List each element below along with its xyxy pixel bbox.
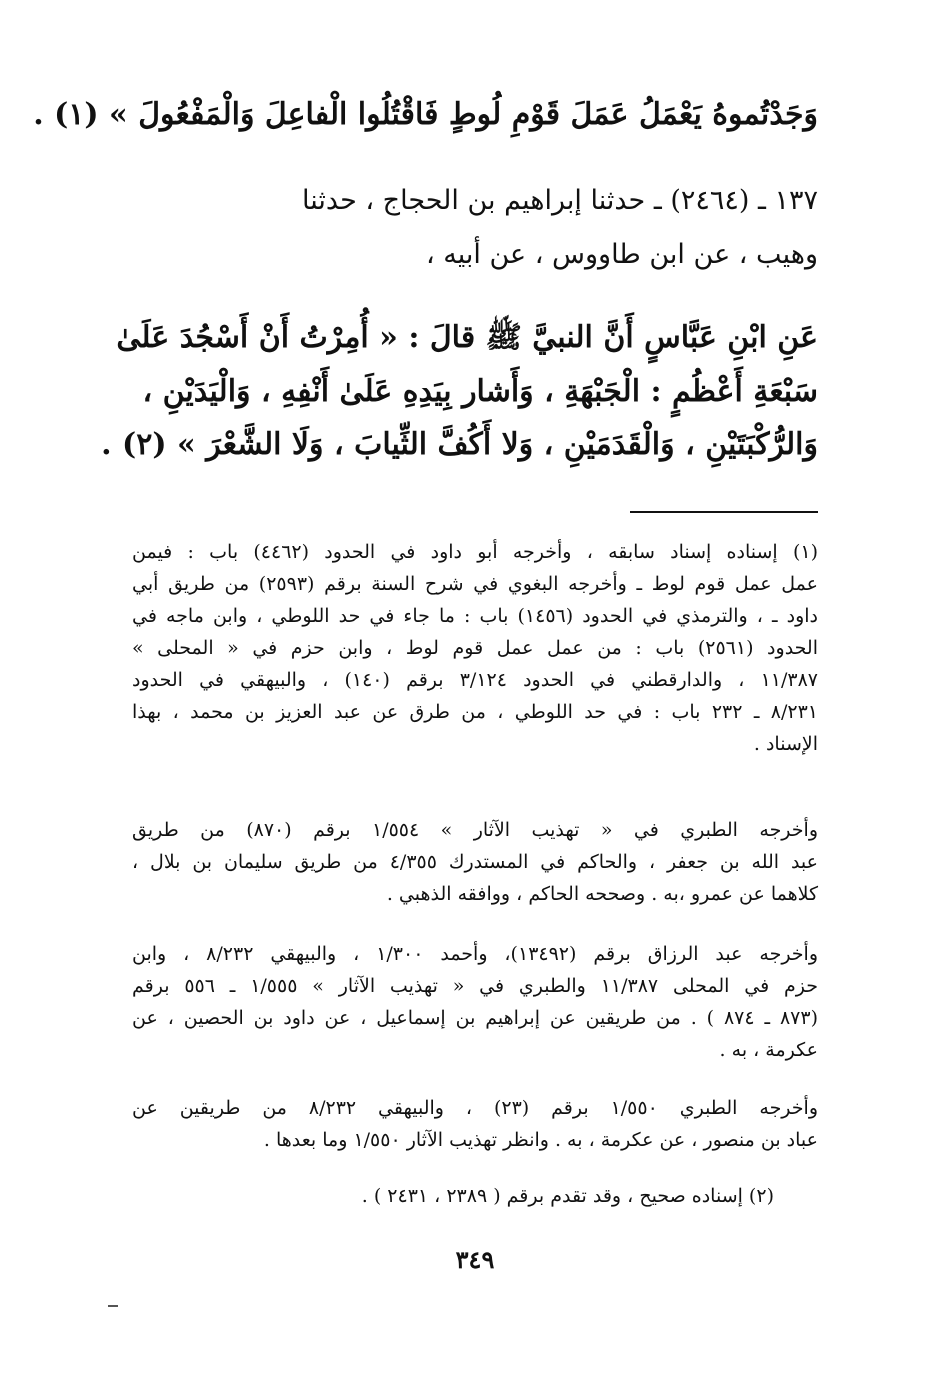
footnote-line: عمل عمل قوم لوط ـ وأخرجه البغوي في شرح السنة برقم (٢٥٩٣) من طريق أبي xyxy=(132,573,818,595)
hadith-matn-line: سَبْعَةِ أَعْظُمٍ : الْجَبْهَةِ ، وَأَشار بِيَدِهِ عَلَىٰ أَنْفِهِ ، وَالْيَدَيْنِ ، xyxy=(142,374,818,409)
footnote-line: وأخرجه الطبري ١/٥٥٠ برقم (٢٣) ، والبيهقي ٨/٢٣٢ من طريقين عن xyxy=(132,1097,818,1119)
footnote-line: عباد بن منصور ، عن عكرمة ، به . وانظر تهذيب الآثار ١/٥٥٠ وما بعدها . xyxy=(263,1129,818,1151)
footnote-1-paragraph-4 xyxy=(132,1092,818,1156)
footnote-line: ١١/٣٨٧ ، والدارقطني في الحدود ٣/١٢٤ برقم (١٤٠) ، والبيهقي في الحدود xyxy=(132,669,818,691)
footnote-line: (١) إسناده إسناد سابقه ، وأخرجه أبو داود في الحدود (٤٤٦٢) باب : فيمن xyxy=(132,541,818,563)
footnote-line: داود ـ ، والترمذي في الحدود (١٤٥٦) باب : ما جاء في حد اللوطي ، وابن ماجه في xyxy=(132,605,818,627)
footnote-line: عكرمة ، به . xyxy=(719,1039,818,1061)
footnote-line: (٢) إسناده صحيح ، وقد تقدم برقم ( ٢٣٨٩ ، ٢٤٣١ ) . xyxy=(361,1185,774,1207)
footnote-line: عبد الله بن جعفر ، والحاكم في المستدرك ٤/٣٥٥ من طريق سليمان بن بلال ، xyxy=(132,851,819,873)
footnote-line: الإسناد . xyxy=(753,733,818,755)
footnote-separator xyxy=(630,511,818,513)
hadith-matn-line: عَنِ ابْنِ عَبَّاسٍ أَنَّ النبيَّ ﷺ قالَ : « أُمِرْتُ أَنْ أَسْجُدَ عَلَىٰ xyxy=(116,320,818,355)
scan-speck xyxy=(108,1305,118,1307)
footnote-line: ٨/٢٣١ ـ ٢٣٢ باب : في حد اللوطي ، من طرق عن عبد العزيز بن محمد ، بهذا xyxy=(132,701,818,723)
previous-hadith-ending: وَجَدْتُموهُ يَعْمَلُ عَمَلَ قَوْمِ لُوطٍ فَاقْتُلُوا الْفاعِلَ وَالْمَفْعُولَ » (١) . xyxy=(33,97,818,132)
footnote-line: (٨٧٣ ـ ٨٧٤ ) . من طريقين عن إبراهيم بن إسماعيل ، عن داود بن الحصين ، عن xyxy=(132,1007,818,1029)
book-page xyxy=(33,0,819,1380)
footnote-line: حزم في المحلى ١١/٣٨٧ والطبري في « تهذيب الآثار » ١/٥٥٥ ـ ٥٥٦ برقم xyxy=(132,975,818,997)
footnote-1-paragraph-2 xyxy=(132,814,818,910)
hadith-isnad-line: وهيب ، عن ابن طاووس ، عن أبيه ، xyxy=(425,239,818,270)
hadith-matn-line: وَالرُّكْبَتَيْنِ ، وَالْقَدَمَيْنِ ، وَلا أَكُفَّ الثِّيابَ ، وَلَا الشَّعْرَ » (٢) . xyxy=(101,427,818,462)
footnote-1-paragraph-1 xyxy=(132,536,818,760)
footnote-1-paragraph-3 xyxy=(132,938,818,1066)
footnote-line: الحدود (٢٥٦١) باب : من عمل عمل قوم لوط ، وابن حزم في « المحلى » xyxy=(132,637,818,659)
footnote-2 xyxy=(132,1180,818,1212)
footnote-line: وأخرجه عبد الرزاق برقم (١٣٤٩٢)، وأحمد ١/٣٠٠ ، والبيهقي ٨/٢٣٢ ، وابن xyxy=(132,943,818,965)
footnote-line: وأخرجه الطبري في « تهذيب الآثار » ١/٥٥٤ برقم (٨٧٠) من طريق xyxy=(132,819,818,841)
footnote-line: كلاهما عن عمرو ،به . وصححه الحاكم ، ووافقه الذهبي . xyxy=(386,883,818,905)
hadith-isnad-line: ١٣٧ ـ (٢٤٦٤) ـ حدثنا إبراهيم بن الحجاج ، حدثنا xyxy=(302,185,818,216)
page-number: ٣٤٩ xyxy=(455,1245,495,1274)
